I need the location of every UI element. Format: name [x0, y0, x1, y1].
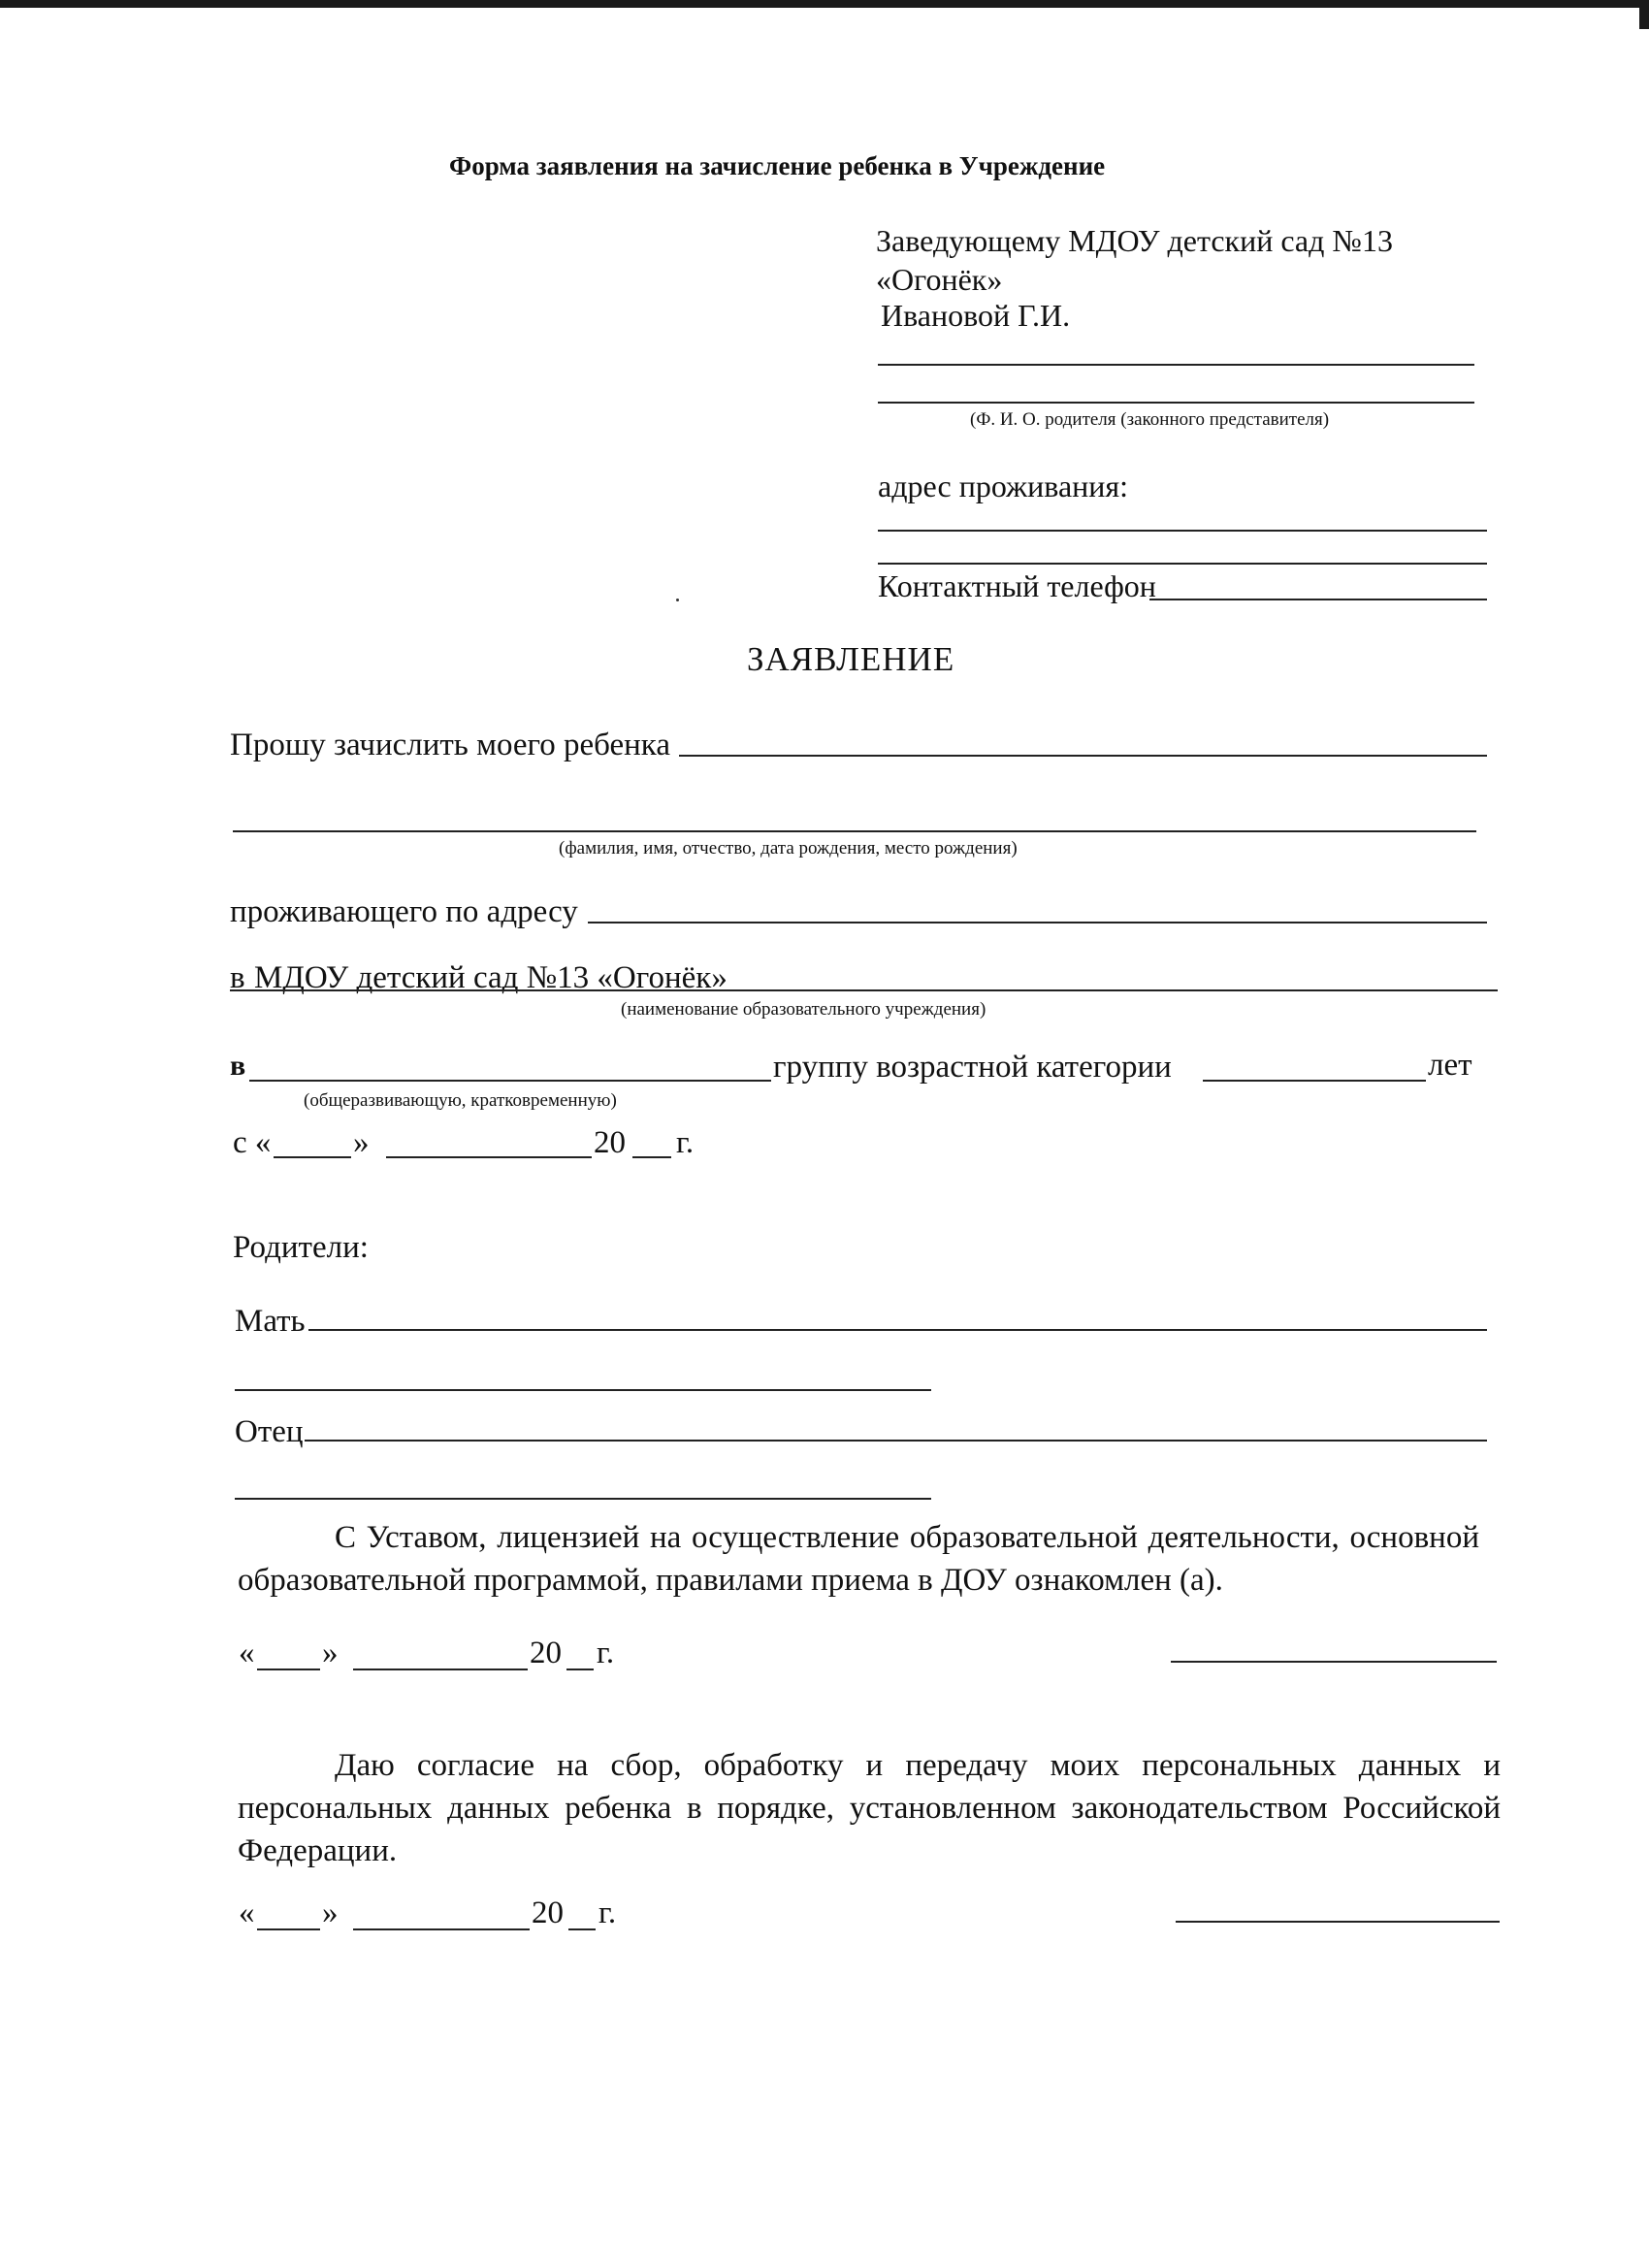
- parent-name-caption: (Ф. И. О. родителя (законного представителя): [970, 409, 1330, 430]
- child-caption: (фамилия, имя, отчество, дата рождения, место рождения): [559, 838, 1018, 859]
- scan-edge-top: [0, 0, 1649, 8]
- institution-name: МДОУ детский сад №13 «Огонёк»: [254, 960, 728, 995]
- address-line-2[interactable]: [878, 563, 1487, 565]
- date-2-year-suffix: г.: [598, 1895, 617, 1930]
- date-2-month-line[interactable]: [353, 1928, 530, 1930]
- date-1-open: «: [239, 1636, 255, 1670]
- date-1-close: »: [322, 1636, 339, 1670]
- father-line-2[interactable]: [235, 1498, 931, 1500]
- date-1-year-suffix: г.: [597, 1636, 615, 1670]
- parents-label: Родители:: [233, 1230, 369, 1265]
- institution-caption: (наименование образовательного учреждения): [621, 999, 986, 1020]
- date-from-prefix: с «: [233, 1125, 272, 1160]
- consent-text: Даю согласие на сбор, обработку и передачу моих персональных данных и персональных данных ребенка в порядке, установленном законодательством Российской Федерации.: [238, 1748, 1501, 1868]
- father-label: Отец: [235, 1414, 304, 1449]
- date-2-year-line[interactable]: [568, 1928, 596, 1930]
- group-suffix: лет: [1428, 1048, 1472, 1083]
- addressee-line-1: Заведующему МДОУ детский сад №13: [876, 223, 1393, 258]
- request-label: Прошу зачислить моего ребенка: [230, 728, 670, 762]
- group-prefix: в: [230, 1050, 246, 1082]
- phone-line[interactable]: [1149, 599, 1487, 600]
- date-from-year-prefix: 20: [594, 1125, 626, 1160]
- date-1-year-prefix: 20: [530, 1636, 562, 1670]
- date-1-day-line[interactable]: [257, 1669, 320, 1670]
- date-2-day-line[interactable]: [257, 1928, 320, 1930]
- date-2-open: «: [239, 1895, 255, 1930]
- scan-speck: [676, 599, 679, 601]
- date-from-year-line[interactable]: [632, 1156, 671, 1158]
- institution-line: [230, 989, 1498, 991]
- date-from-day-line[interactable]: [274, 1156, 351, 1158]
- acquaint-text: С Уставом, лицензией на осуществление образовательной деятельности, основной образовательной программой, правилами приема в ДОУ ознакомлен (а).: [238, 1520, 1479, 1598]
- signature-1-line[interactable]: [1171, 1661, 1497, 1663]
- phone-label: Контактный телефон: [878, 568, 1156, 603]
- group-caption: (общеразвивающую, кратковременную): [304, 1090, 617, 1111]
- document-heading: ЗАЯВЛЕНИЕ: [747, 640, 955, 678]
- mother-line-1[interactable]: [308, 1329, 1487, 1331]
- mother-label: Мать: [235, 1304, 306, 1339]
- date-2-close: »: [322, 1895, 339, 1930]
- address-label: адрес проживания:: [878, 469, 1128, 503]
- addressee-line-2: «Огонёк»: [876, 262, 1003, 297]
- date-from-quote-close: »: [353, 1125, 370, 1160]
- age-category-line[interactable]: [1203, 1080, 1426, 1082]
- date-from-year-suffix: г.: [676, 1125, 695, 1160]
- signature-2-line[interactable]: [1176, 1921, 1500, 1923]
- child-name-line-2[interactable]: [233, 830, 1476, 832]
- child-address-line[interactable]: [588, 922, 1487, 923]
- parent-name-line-1[interactable]: [878, 364, 1474, 366]
- group-type-line[interactable]: [249, 1080, 771, 1082]
- form-title: Форма заявления на зачисление ребенка в Учреждение: [449, 151, 1106, 180]
- mother-line-2[interactable]: [235, 1389, 931, 1391]
- parent-name-line-2[interactable]: [878, 402, 1474, 404]
- father-line-1[interactable]: [305, 1440, 1487, 1442]
- child-name-line-1[interactable]: [679, 755, 1487, 757]
- address-line-1[interactable]: [878, 530, 1487, 532]
- consent-paragraph: [238, 1744, 1501, 1872]
- acquaint-paragraph: [238, 1516, 1479, 1602]
- residing-label: проживающего по адресу: [230, 894, 578, 929]
- date-2-year-prefix: 20: [532, 1895, 564, 1930]
- date-from-month-line[interactable]: [386, 1156, 592, 1158]
- institution-prefix: в: [230, 960, 245, 995]
- date-1-year-line[interactable]: [566, 1669, 594, 1670]
- addressee-line-3: Ивановой Г.И.: [881, 298, 1071, 333]
- scan-edge-right: [1639, 0, 1649, 29]
- group-label: группу возрастной категории: [773, 1050, 1172, 1085]
- date-1-month-line[interactable]: [353, 1669, 528, 1670]
